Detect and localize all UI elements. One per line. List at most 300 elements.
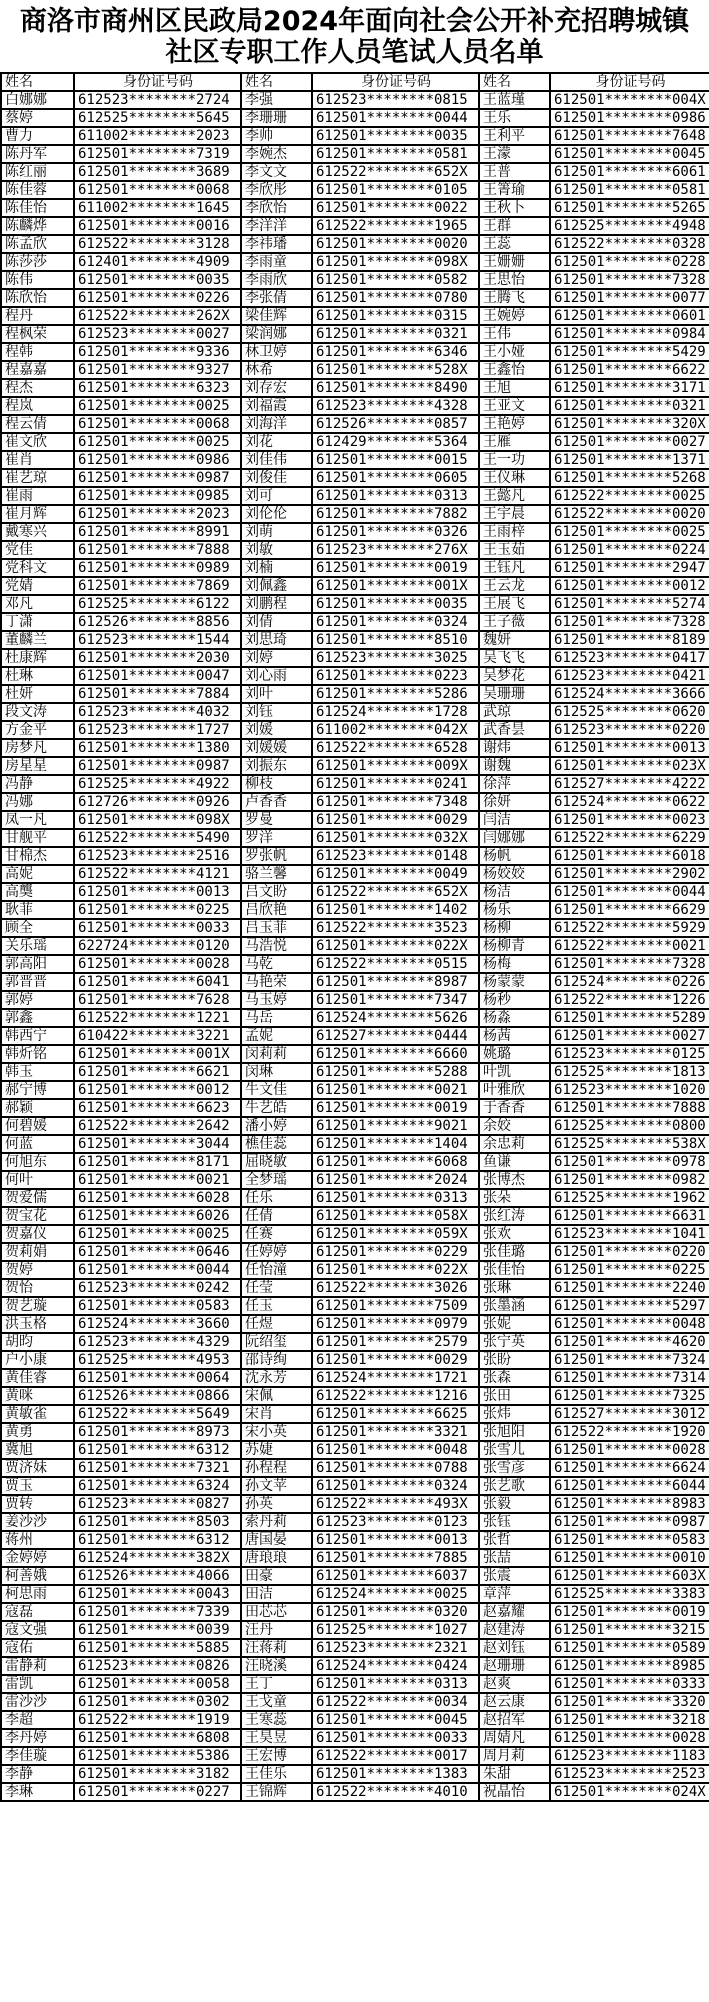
id-number-cell: 612501********0986 (550, 109, 709, 127)
name-cell: 杨帆 (479, 847, 550, 865)
id-number-cell: 612523********4032 (74, 703, 241, 721)
name-cell: 寇文强 (1, 1621, 74, 1639)
id-number-cell: 612501********001X (312, 577, 479, 595)
id-number-cell: 612523********0827 (74, 1495, 241, 1513)
name-cell: 吕文盼 (241, 883, 312, 901)
name-cell: 任倩 (241, 1207, 312, 1225)
table-row (1, 1693, 709, 1711)
table-row (1, 1675, 709, 1693)
name-cell: 贺莉娟 (1, 1243, 74, 1261)
name-cell: 任赛 (241, 1225, 312, 1243)
id-number-cell: 612527********0444 (312, 1027, 479, 1045)
name-cell: 何叶 (1, 1171, 74, 1189)
id-number-cell: 612501********0043 (74, 1585, 241, 1603)
name-cell: 谢炜 (479, 739, 550, 757)
name-cell: 李文文 (241, 163, 312, 181)
id-number-cell: 612501********6041 (74, 973, 241, 991)
name-cell: 张雪儿 (479, 1441, 550, 1459)
id-number-cell: 612501********6028 (74, 1189, 241, 1207)
table-row (1, 631, 709, 649)
name-cell: 闵莉莉 (241, 1045, 312, 1063)
name-cell: 王一功 (479, 451, 550, 469)
id-number-cell: 612501********6625 (312, 1405, 479, 1423)
name-cell: 赵云康 (479, 1693, 550, 1711)
id-number-cell: 612501********0044 (550, 883, 709, 901)
name-cell: 孙文苹 (241, 1477, 312, 1495)
id-number-cell: 612525********0800 (550, 1117, 709, 1135)
name-cell: 任怡潼 (241, 1261, 312, 1279)
table-row (1, 1567, 709, 1585)
id-number-cell: 612501********6623 (74, 1099, 241, 1117)
name-cell: 刘佳伟 (241, 451, 312, 469)
id-number-cell: 612501********3320 (550, 1693, 709, 1711)
name-cell: 赵爽 (479, 1675, 550, 1693)
name-cell: 武琼 (479, 703, 550, 721)
id-number-cell: 612501********0039 (74, 1621, 241, 1639)
id-number-cell: 612501********0019 (312, 1099, 479, 1117)
id-number-cell: 612525********1962 (550, 1189, 709, 1207)
name-cell: 全梦瑶 (241, 1171, 312, 1189)
table-row (1, 1351, 709, 1369)
name-cell: 王昊昱 (241, 1729, 312, 1747)
name-cell: 王蕊 (479, 235, 550, 253)
name-cell: 柯善娥 (1, 1567, 74, 1585)
name-cell: 郭高阳 (1, 955, 74, 973)
id-number-cell: 612501********059X (312, 1225, 479, 1243)
table-row (1, 739, 709, 757)
id-number-cell: 612522********2642 (74, 1117, 241, 1135)
name-cell: 章萍 (479, 1585, 550, 1603)
name-cell: 党科文 (1, 559, 74, 577)
id-number-cell: 612501********6808 (74, 1729, 241, 1747)
name-cell: 户小康 (1, 1351, 74, 1369)
name-cell: 刘存宏 (241, 379, 312, 397)
table-row (1, 487, 709, 505)
name-cell: 董麟兰 (1, 631, 74, 649)
name-cell: 洪玉格 (1, 1315, 74, 1333)
name-cell: 崔雨 (1, 487, 74, 505)
id-number-cell: 612501********0049 (312, 865, 479, 883)
table-row (1, 847, 709, 865)
table-row (1, 793, 709, 811)
table-row (1, 163, 709, 181)
name-cell: 阮绍玺 (241, 1333, 312, 1351)
name-cell: 王乐 (479, 109, 550, 127)
id-number-cell: 612501********7328 (550, 955, 709, 973)
id-number-cell: 612501********5386 (74, 1747, 241, 1765)
name-cell: 王秋卜 (479, 199, 550, 217)
id-number-cell: 612501********0027 (550, 1027, 709, 1045)
name-cell: 杨柳青 (479, 937, 550, 955)
name-cell: 贺艺璇 (1, 1297, 74, 1315)
name-cell: 郭鑫 (1, 1009, 74, 1027)
name-cell: 张博杰 (479, 1171, 550, 1189)
name-cell: 张墨涵 (479, 1297, 550, 1315)
name-cell: 陈伟 (1, 271, 74, 289)
name-cell: 黄咪 (1, 1387, 74, 1405)
table-row (1, 559, 709, 577)
id-number-cell: 612522********6528 (312, 739, 479, 757)
table-row (1, 1279, 709, 1297)
table-row (1, 595, 709, 613)
name-cell: 李丹婷 (1, 1729, 74, 1747)
id-number-cell: 612501********5429 (550, 343, 709, 361)
name-cell: 刘媛媛 (241, 739, 312, 757)
id-number-cell: 612501********528X (312, 361, 479, 379)
id-number-cell: 612522********0034 (312, 1693, 479, 1711)
id-number-cell: 612501********023X (550, 757, 709, 775)
table-row (1, 253, 709, 271)
table-row (1, 685, 709, 703)
id-number-cell: 612501********0313 (312, 1189, 479, 1207)
id-number-cell: 612524********0424 (312, 1657, 479, 1675)
id-number-cell: 612525********1027 (312, 1621, 479, 1639)
name-cell: 王群 (479, 217, 550, 235)
table-row (1, 1135, 709, 1153)
name-cell: 王云龙 (479, 577, 550, 595)
name-cell: 王蓝瑾 (479, 91, 550, 109)
name-cell: 王展飞 (479, 595, 550, 613)
name-cell: 张盼 (479, 1351, 550, 1369)
id-number-cell: 612501********9336 (74, 343, 241, 361)
name-cell: 李琳 (1, 1783, 74, 1801)
id-number-cell: 612501********6018 (550, 847, 709, 865)
id-number-cell: 612501********8171 (74, 1153, 241, 1171)
name-cell: 王雨梓 (479, 523, 550, 541)
name-cell: 张红涛 (479, 1207, 550, 1225)
name-cell: 李佳璇 (1, 1747, 74, 1765)
name-cell: 何旭东 (1, 1153, 74, 1171)
table-row (1, 235, 709, 253)
id-number-cell: 611002********2023 (74, 127, 241, 145)
name-cell: 凤一凡 (1, 811, 74, 829)
id-number-cell: 612501********8490 (312, 379, 479, 397)
id-number-cell: 612501********0013 (74, 883, 241, 901)
id-number-cell: 612429********5364 (312, 433, 479, 451)
table-row (1, 1549, 709, 1567)
table-row (1, 127, 709, 145)
name-cell: 张哲 (479, 1531, 550, 1549)
table-row (1, 1261, 709, 1279)
id-number-cell: 612501********7347 (312, 991, 479, 1009)
roster-table-body (1, 91, 709, 1801)
name-cell: 程嘉嘉 (1, 361, 74, 379)
name-cell: 寇磊 (1, 1603, 74, 1621)
name-cell: 邓凡 (1, 595, 74, 613)
id-number-cell: 612501********8991 (74, 523, 241, 541)
header-name: 姓名 (1, 73, 74, 91)
id-number-cell: 612501********0223 (312, 667, 479, 685)
id-number-cell: 612524********3660 (74, 1315, 241, 1333)
id-number-cell: 612501********6622 (550, 361, 709, 379)
name-cell: 陈佳蓉 (1, 181, 74, 199)
id-number-cell: 612501********6312 (74, 1441, 241, 1459)
table-row (1, 523, 709, 541)
name-cell: 林卫婷 (241, 343, 312, 361)
name-cell: 张喆 (479, 1549, 550, 1567)
id-number-cell: 612501********0229 (312, 1243, 479, 1261)
name-cell: 黄佳睿 (1, 1369, 74, 1387)
name-cell: 杨姣姣 (479, 865, 550, 883)
id-number-cell: 612501********8510 (312, 631, 479, 649)
name-cell: 贺爱儒 (1, 1189, 74, 1207)
id-number-cell: 612501********0045 (312, 1711, 479, 1729)
id-number-cell: 610422********3221 (74, 1027, 241, 1045)
id-number-cell: 612501********5268 (550, 469, 709, 487)
id-number-cell: 612501********320X (550, 415, 709, 433)
id-number-cell: 612523********0220 (550, 721, 709, 739)
table-row (1, 1621, 709, 1639)
id-number-cell: 612526********4066 (74, 1567, 241, 1585)
id-number-cell: 612501********0047 (74, 667, 241, 685)
table-row (1, 1171, 709, 1189)
table-row (1, 109, 709, 127)
id-number-cell: 612522********4121 (74, 865, 241, 883)
name-cell: 党婧 (1, 577, 74, 595)
name-cell: 耿菲 (1, 901, 74, 919)
table-row (1, 1405, 709, 1423)
table-row (1, 1297, 709, 1315)
id-number-cell: 612501********0010 (550, 1549, 709, 1567)
name-cell: 柯思雨 (1, 1585, 74, 1603)
id-number-cell: 612501********0021 (74, 1171, 241, 1189)
name-cell: 李珊珊 (241, 109, 312, 127)
table-row (1, 1099, 709, 1117)
name-cell: 马玉婷 (241, 991, 312, 1009)
name-cell: 赵刘钰 (479, 1639, 550, 1657)
name-cell: 雷沙沙 (1, 1693, 74, 1711)
name-cell: 祝晶怡 (479, 1783, 550, 1801)
name-cell: 马岳 (241, 1009, 312, 1027)
id-number-cell: 612501********0605 (312, 469, 479, 487)
id-number-cell: 612524********1728 (312, 703, 479, 721)
name-cell: 崔月辉 (1, 505, 74, 523)
name-cell: 戴寒兴 (1, 523, 74, 541)
name-cell: 潘小婷 (241, 1117, 312, 1135)
name-cell: 杨乐 (479, 901, 550, 919)
table-row (1, 289, 709, 307)
name-cell: 刘振东 (241, 757, 312, 775)
table-row (1, 757, 709, 775)
name-cell: 张钰 (479, 1513, 550, 1531)
id-number-cell: 612501********603X (550, 1567, 709, 1585)
id-number-cell: 612501********0048 (312, 1441, 479, 1459)
name-cell: 韩炘铭 (1, 1045, 74, 1063)
id-number-cell: 612501********0105 (312, 181, 479, 199)
name-cell: 王戈童 (241, 1693, 312, 1711)
name-cell: 杨洁 (479, 883, 550, 901)
name-cell: 李帅 (241, 127, 312, 145)
id-number-cell: 612501********0987 (74, 469, 241, 487)
id-number-cell: 612501********5297 (550, 1297, 709, 1315)
id-number-cell: 612522********493X (312, 1495, 479, 1513)
id-number-cell: 612522********1216 (312, 1387, 479, 1405)
id-number-cell: 612501********0035 (312, 127, 479, 145)
name-cell: 汪丹 (241, 1621, 312, 1639)
name-cell: 任婷婷 (241, 1243, 312, 1261)
name-cell: 崔艺琼 (1, 469, 74, 487)
table-row (1, 1315, 709, 1333)
id-number-cell: 612501********7885 (312, 1549, 479, 1567)
table-row (1, 307, 709, 325)
name-cell: 张震 (479, 1567, 550, 1585)
id-number-cell: 612524********0226 (550, 973, 709, 991)
name-cell: 田芯芯 (241, 1603, 312, 1621)
id-number-cell: 612501********0023 (550, 811, 709, 829)
name-cell: 张毅 (479, 1495, 550, 1513)
id-number-cell: 612501********5274 (550, 595, 709, 613)
name-cell: 贺怡 (1, 1279, 74, 1297)
id-number-cell: 612522********0025 (550, 487, 709, 505)
id-number-cell: 612501********6324 (74, 1477, 241, 1495)
id-number-cell: 612501********0025 (74, 397, 241, 415)
id-number-cell: 612501********7882 (312, 505, 479, 523)
name-cell: 刘福霞 (241, 397, 312, 415)
name-cell: 李强 (241, 91, 312, 109)
name-cell: 刘可 (241, 487, 312, 505)
name-cell: 苏婕 (241, 1441, 312, 1459)
id-number-cell: 612501********3182 (74, 1765, 241, 1783)
name-cell: 吴飞飞 (479, 649, 550, 667)
table-row (1, 325, 709, 343)
name-cell: 王宇晨 (479, 505, 550, 523)
name-cell: 王思怡 (479, 271, 550, 289)
name-cell: 任莹 (241, 1279, 312, 1297)
name-cell: 王锦辉 (241, 1783, 312, 1801)
id-number-cell: 612501********7509 (312, 1297, 479, 1315)
header-id-number: 身份证号码 (312, 73, 479, 91)
id-number-cell: 612501********6044 (550, 1477, 709, 1495)
name-cell: 张欢 (479, 1225, 550, 1243)
id-number-cell: 612523********2523 (550, 1765, 709, 1783)
name-cell: 贺嘉仪 (1, 1225, 74, 1243)
id-number-cell: 612501********0581 (550, 181, 709, 199)
id-number-cell: 612501********2579 (312, 1333, 479, 1351)
table-row (1, 1711, 709, 1729)
table-row (1, 991, 709, 1009)
id-number-cell: 612501********0589 (550, 1639, 709, 1657)
name-cell: 徐萍 (479, 775, 550, 793)
id-number-cell: 612501********0315 (312, 307, 479, 325)
table-row (1, 667, 709, 685)
table-row (1, 937, 709, 955)
id-number-cell: 612501********5289 (550, 1009, 709, 1027)
id-number-cell: 612501********6621 (74, 1063, 241, 1081)
id-number-cell: 612523********4329 (74, 1333, 241, 1351)
id-number-cell: 612523********4328 (312, 397, 479, 415)
name-cell: 张田 (479, 1387, 550, 1405)
table-row (1, 1729, 709, 1747)
id-number-cell: 612522********3523 (312, 919, 479, 937)
name-cell: 马艳荣 (241, 973, 312, 991)
name-cell: 朱甜 (479, 1765, 550, 1783)
id-number-cell: 612401********4909 (74, 253, 241, 271)
name-cell: 刘俊佳 (241, 469, 312, 487)
id-number-cell: 612525********5645 (74, 109, 241, 127)
document-title (0, 0, 709, 72)
name-cell: 张佳怡 (479, 1261, 550, 1279)
id-number-cell: 612501********0333 (550, 1675, 709, 1693)
header-id-number: 身份证号码 (550, 73, 709, 91)
name-cell: 刘佩鑫 (241, 577, 312, 595)
name-cell: 蔡婷 (1, 109, 74, 127)
name-cell: 吕玉菲 (241, 919, 312, 937)
id-number-cell: 612525********4953 (74, 1351, 241, 1369)
table-row (1, 1459, 709, 1477)
name-cell: 王艳婷 (479, 415, 550, 433)
id-number-cell: 612501********3689 (74, 163, 241, 181)
name-cell: 刘海洋 (241, 415, 312, 433)
name-cell: 梁润娜 (241, 325, 312, 343)
name-cell: 王雁 (479, 433, 550, 451)
table-row (1, 1153, 709, 1171)
name-cell: 谢魏 (479, 757, 550, 775)
id-number-cell: 612501********2902 (550, 865, 709, 883)
name-cell: 冀旭 (1, 1441, 74, 1459)
name-cell: 陈丹军 (1, 145, 74, 163)
id-number-cell: 612501********1402 (312, 901, 479, 919)
name-cell: 余姣 (479, 1117, 550, 1135)
id-number-cell: 612501********004X (550, 91, 709, 109)
id-number-cell: 612501********0979 (312, 1315, 479, 1333)
table-row (1, 1531, 709, 1549)
name-cell: 王旭 (479, 379, 550, 397)
name-cell: 甘棉杰 (1, 847, 74, 865)
id-number-cell: 612501********5286 (312, 685, 479, 703)
table-row (1, 649, 709, 667)
name-cell: 宋佩 (241, 1387, 312, 1405)
name-cell: 张森 (479, 1369, 550, 1387)
name-cell: 杨淼 (479, 1009, 550, 1027)
id-number-cell: 612501********0646 (74, 1243, 241, 1261)
name-cell: 高龑 (1, 883, 74, 901)
table-row (1, 1423, 709, 1441)
id-number-cell: 612501********7869 (74, 577, 241, 595)
name-cell: 王子薇 (479, 613, 550, 631)
name-cell: 罗洋 (241, 829, 312, 847)
name-cell: 郝颖 (1, 1099, 74, 1117)
name-cell: 叶雅欣 (479, 1081, 550, 1099)
id-number-cell: 612501********0044 (74, 1261, 241, 1279)
id-number-cell: 612501********7888 (550, 1099, 709, 1117)
id-number-cell: 612501********9021 (312, 1117, 479, 1135)
id-number-cell: 612501********058X (312, 1207, 479, 1225)
name-cell: 杨秒 (479, 991, 550, 1009)
id-number-cell: 612501********5288 (312, 1063, 479, 1081)
name-cell: 赵珊珊 (479, 1657, 550, 1675)
id-number-cell: 612501********0227 (74, 1783, 241, 1801)
table-row (1, 541, 709, 559)
id-number-cell: 611002********1645 (74, 199, 241, 217)
name-cell: 宋肖 (241, 1405, 312, 1423)
id-number-cell: 612501********0220 (550, 1243, 709, 1261)
table-row (1, 1081, 709, 1099)
header-name: 姓名 (479, 73, 550, 91)
name-cell: 王利平 (479, 127, 550, 145)
header-name: 姓名 (241, 73, 312, 91)
name-cell: 贾玉 (1, 1477, 74, 1495)
id-number-cell: 612501********3171 (550, 379, 709, 397)
table-row (1, 1333, 709, 1351)
name-cell: 孙英 (241, 1495, 312, 1513)
id-number-cell: 612523********1727 (74, 721, 241, 739)
id-number-cell: 612524********0025 (312, 1585, 479, 1603)
name-cell: 王箐瑜 (479, 181, 550, 199)
id-number-cell: 612501********8973 (74, 1423, 241, 1441)
id-number-cell: 612501********0986 (74, 451, 241, 469)
name-cell: 杨柳 (479, 919, 550, 937)
id-number-cell: 612501********0241 (312, 775, 479, 793)
